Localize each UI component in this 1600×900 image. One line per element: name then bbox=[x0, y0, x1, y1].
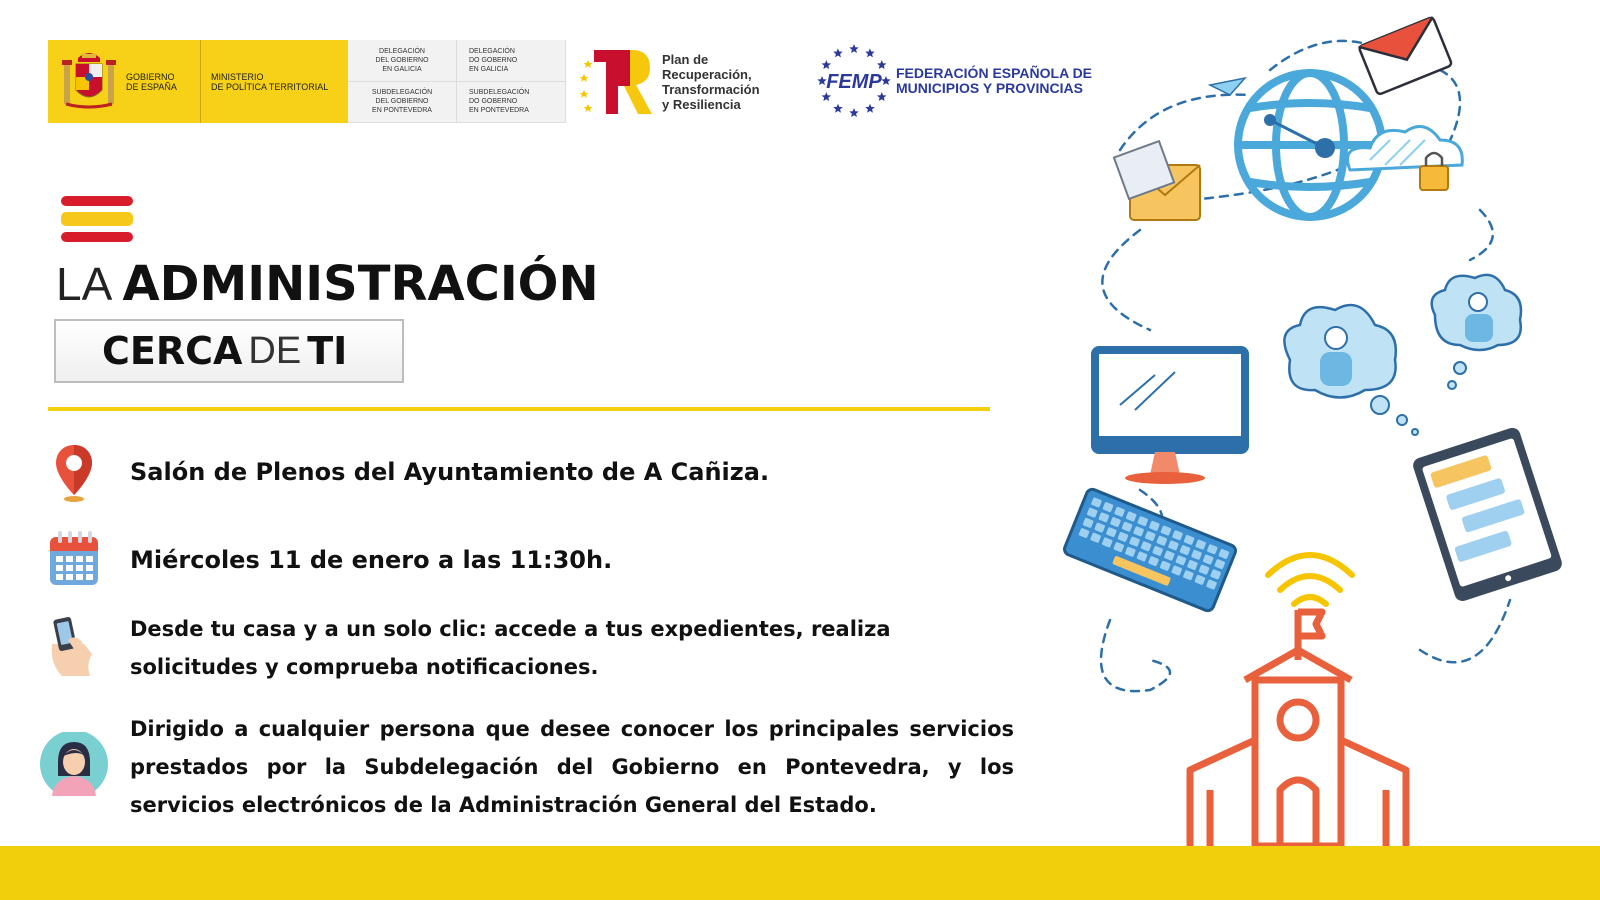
femp-stars-icon bbox=[816, 43, 892, 119]
subdelegation-cell: SUBDELEGACIÓN DO GOBERNO EN PONTEVEDRA bbox=[457, 82, 566, 124]
town-hall-icon bbox=[1190, 610, 1406, 846]
title-prefix: LA bbox=[56, 258, 123, 310]
calendar-icon bbox=[48, 529, 100, 587]
star-icon bbox=[865, 104, 875, 113]
tablet-icon bbox=[1411, 426, 1564, 603]
star-icon bbox=[822, 60, 832, 69]
star-icon bbox=[849, 44, 859, 53]
chat-user-icon bbox=[1284, 305, 1395, 398]
delegation-cell: DELEGACIÓN DO GOBERNO EN GALICIA bbox=[457, 40, 566, 82]
hand-phone-icon bbox=[46, 614, 100, 678]
delegation-cell: DELEGACIÓN DEL GOBIERNO EN GALICIA bbox=[348, 40, 457, 82]
star-icon bbox=[881, 76, 891, 85]
government-name: GOBIERNO DE ESPAÑA bbox=[126, 71, 177, 92]
wifi-icon bbox=[1268, 555, 1352, 604]
star-icon bbox=[833, 48, 843, 57]
subtitle-word: CERCA bbox=[102, 329, 243, 373]
star-icon bbox=[822, 92, 832, 101]
person-avatar-icon bbox=[38, 732, 110, 796]
title-main: ADMINISTRACIÓN bbox=[122, 256, 599, 312]
paper-plane-icon bbox=[1210, 78, 1245, 95]
letter-icon bbox=[1114, 141, 1200, 220]
femp-name: FEDERACIÓN ESPAÑOLA DE MUNICIPIOS Y PROVINCIAS bbox=[896, 65, 1093, 96]
map-pin-icon bbox=[54, 443, 94, 503]
keyboard-icon bbox=[1063, 488, 1238, 613]
event-location: Salón de Plenos del Ayuntamiento de A Cañiza. bbox=[130, 458, 770, 486]
ministry-name: MINISTERIO DE POLÍTICA TERRITORIAL bbox=[211, 71, 329, 92]
subtitle-word: DE bbox=[248, 329, 302, 372]
event-date: Miércoles 11 de enero a las 11:30h. bbox=[130, 546, 613, 574]
star-icon bbox=[833, 104, 843, 113]
bottom-color-bar bbox=[0, 846, 1600, 900]
subtitle-word: TI bbox=[307, 329, 348, 373]
page-title bbox=[56, 256, 599, 312]
government-of-spain-logo bbox=[48, 40, 348, 123]
delegation-grid bbox=[348, 40, 566, 123]
tr-logo-icon bbox=[578, 42, 658, 122]
recovery-plan-logo bbox=[578, 42, 788, 122]
globe-icon bbox=[1238, 73, 1382, 217]
divider bbox=[200, 40, 201, 123]
subdelegation-cell: SUBDELEGACIÓN DEL GOBIERNO EN PONTEVEDRA bbox=[348, 82, 457, 124]
online-services-text: Desde tu casa y a un solo clic: accede a tus expedientes, realiza solicitudes y comprueba notificaciones. bbox=[130, 617, 891, 679]
femp-emblem-label: FEMP bbox=[826, 71, 882, 93]
star-icon bbox=[877, 92, 887, 101]
star-icon bbox=[877, 60, 887, 69]
government-logo-banner bbox=[48, 40, 566, 123]
star-icon bbox=[849, 108, 859, 117]
coat-of-arms-icon bbox=[60, 50, 118, 114]
star-icon bbox=[865, 48, 875, 57]
divider-line bbox=[48, 407, 990, 411]
recovery-plan-name: Plan de Recuperación, Transformación y Resiliencia bbox=[662, 52, 760, 112]
chat-user-icon bbox=[1432, 275, 1521, 350]
spain-flag-icon bbox=[61, 196, 133, 246]
audience-text: Dirigido a cualquier persona que desee conocer los principales servicios prestados por la Subdelegación del Gobierno en Pontevedra, y los servicios electrónicos de la Administración General del Estado. bbox=[130, 717, 1014, 817]
mail-envelope-icon bbox=[1359, 17, 1453, 95]
monitor-icon bbox=[1095, 350, 1245, 484]
subtitle-box bbox=[54, 319, 404, 383]
digital-services-illustration bbox=[1040, 0, 1600, 846]
